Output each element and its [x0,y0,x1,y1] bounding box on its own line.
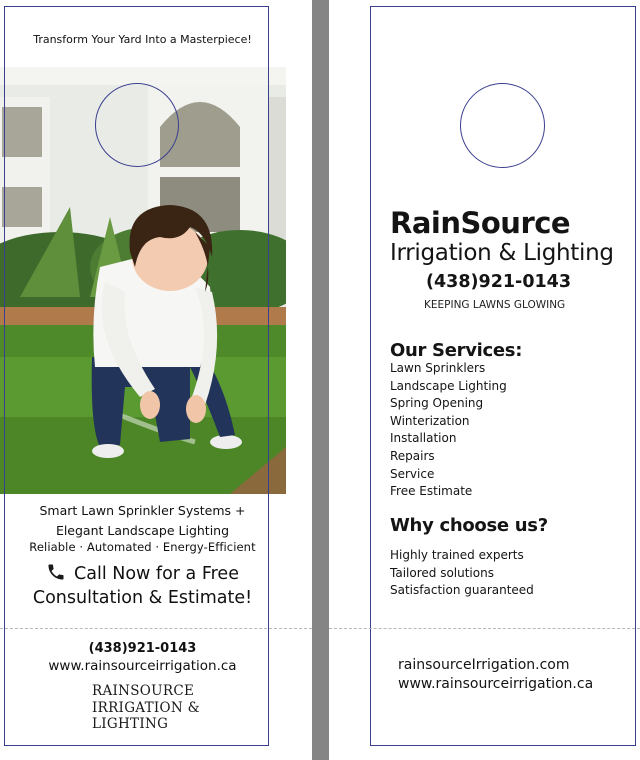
back-website-2: www.rainsourceirrigation.ca [398,676,594,692]
front-phone-number: (438)921-0143 [88,641,197,656]
call-line-1: Call Now for a Free [74,564,239,584]
service-item: Service [390,466,435,481]
back-website-1: rainsourceIrrigation.com [398,657,570,673]
promo-line-1: Smart Lawn Sprinkler Systems + [39,503,246,518]
services-list [390,360,507,501]
promo-line-2: Elegant Landscape Lighting [55,523,230,538]
service-item: Repairs [390,448,435,463]
services-heading: Our Services: [390,340,523,361]
promo-line-3: Reliable · Automated · Energy-Efficient [29,540,256,554]
slogan: KEEPING LAWNS GLOWING [424,299,566,311]
logo-line-1: RAINSOURCE [92,683,195,699]
perforation-line-front [0,628,312,629]
call-to-action [10,562,275,610]
service-item: Installation [390,431,457,446]
phone-icon [46,562,66,582]
logo-line-3: LIGHTING [92,716,169,732]
brand-name: RainSource [390,206,571,240]
reason-item: Satisfaction guaranteed [390,583,534,597]
service-item: Lawn Sprinklers [390,361,486,375]
hanger-hole-back [460,83,545,168]
service-item: Spring Opening [390,396,484,411]
tagline: Transform Your Yard Into a Masterpiece! [33,33,252,46]
brand-subtitle: Irrigation & Lighting [390,240,614,266]
logo-line-2: IRRIGATION & [92,699,200,716]
brand-logo [92,683,200,733]
service-item: Free Estimate [390,484,473,499]
why-choose-heading: Why choose us? [390,515,548,536]
call-line-2: Consultation & Estimate! [32,588,253,608]
reasons-list [390,547,534,600]
reason-item: Highly trained experts [390,548,524,562]
gutter-divider [312,0,329,760]
perforation-line-back [329,628,640,629]
hanger-hole-front [95,83,179,167]
front-website: www.rainsourceirrigation.ca [48,658,237,674]
service-item: Landscape Lighting [390,378,507,393]
back-phone-number: (438)921-0143 [426,272,572,292]
service-item: Winterization [390,413,470,428]
reason-item: Tailored solutions [390,565,494,580]
